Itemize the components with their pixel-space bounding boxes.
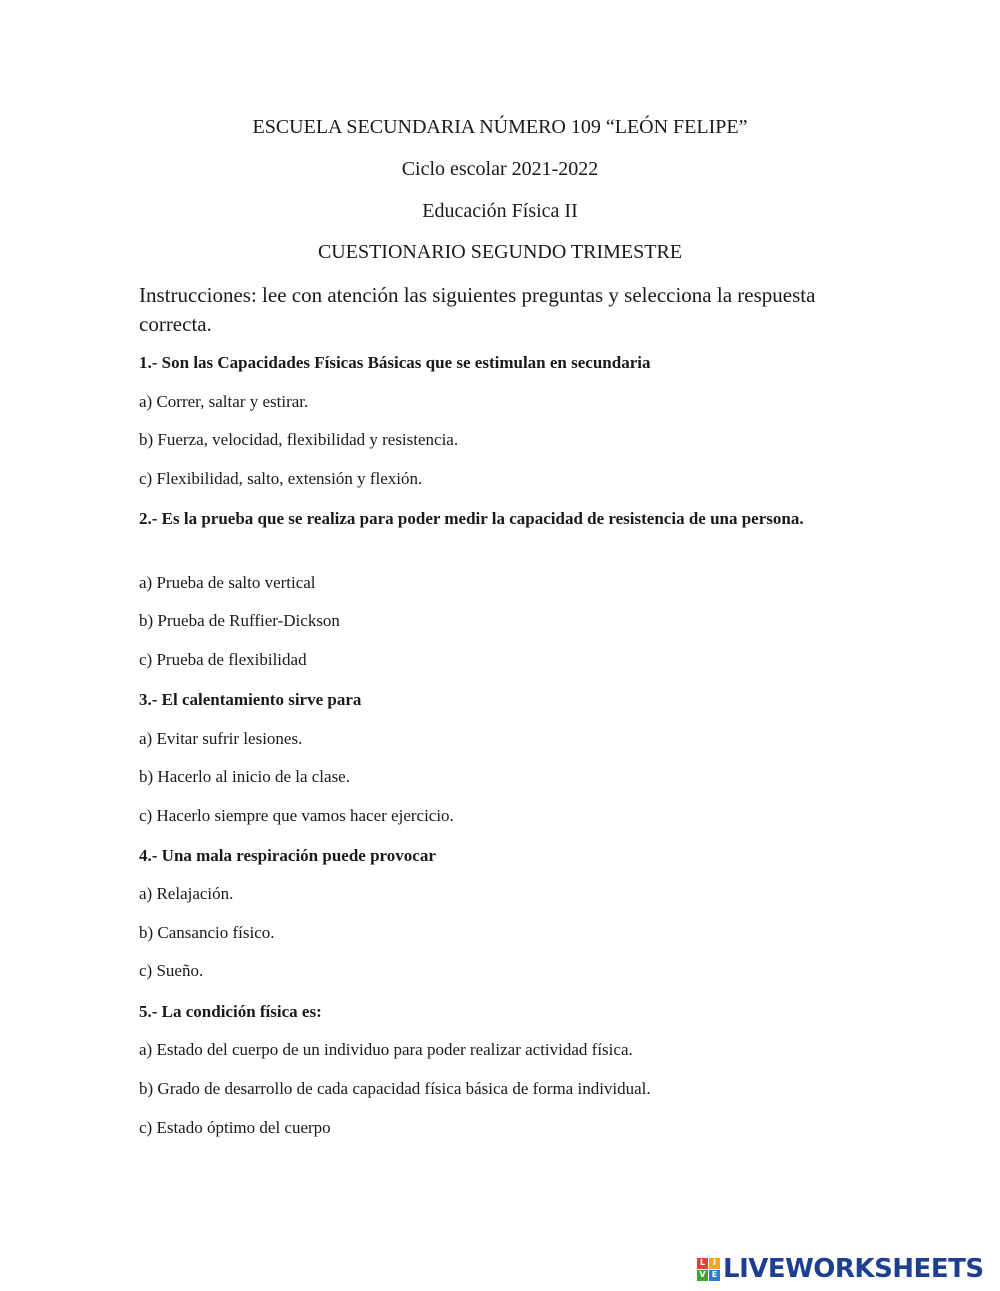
- question-2-option-c[interactable]: c) Prueba de flexibilidad: [139, 650, 307, 669]
- logo-block: V: [697, 1270, 708, 1281]
- school-title: ESCUELA SECUNDARIA NÚMERO 109 “LEÓN FELIPE”: [252, 116, 748, 138]
- question-1-option-b[interactable]: b) Fuerza, velocidad, flexibilidad y resistencia.: [139, 430, 459, 449]
- question-3-option-b[interactable]: b) Hacerlo al inicio de la clase.: [139, 767, 350, 786]
- question-5: 5.- La condición física es:: [139, 1002, 322, 1021]
- question-4-option-a[interactable]: a) Relajación.: [139, 884, 234, 903]
- question-3-option-a[interactable]: a) Evitar sufrir lesiones.: [139, 729, 303, 748]
- question-5-option-c[interactable]: c) Estado óptimo del cuerpo: [139, 1118, 331, 1137]
- logo-text: LIVEWORKSHEETS: [723, 1254, 984, 1284]
- question-4: 4.- Una mala respiración puede provocar: [139, 846, 436, 865]
- question-1-option-a[interactable]: a) Correr, saltar y estirar.: [139, 392, 309, 411]
- question-4-option-c[interactable]: c) Sueño.: [139, 961, 204, 980]
- liveworksheets-logo: [697, 1254, 984, 1284]
- question-5-option-b[interactable]: b) Grado de desarrollo de cada capacidad física básica de forma individual.: [139, 1079, 651, 1098]
- question-3: 3.- El calentamiento sirve para: [139, 690, 362, 709]
- school-year: Ciclo escolar 2021-2022: [401, 158, 599, 180]
- quiz-title: CUESTIONARIO SEGUNDO TRIMESTRE: [317, 241, 683, 263]
- instructions: Instrucciones: lee con atención las siguientes preguntas y selecciona la respuesta correcta.: [139, 283, 816, 336]
- question-2-option-b[interactable]: b) Prueba de Ruffier-Dickson: [139, 611, 340, 630]
- subject-name: Educación Física II: [422, 200, 578, 222]
- question-5-option-a[interactable]: a) Estado del cuerpo de un individuo para poder realizar actividad física.: [139, 1040, 633, 1059]
- question-2: 2.- Es la prueba que se realiza para poder medir la capacidad de resistencia de una persona.: [139, 509, 804, 528]
- question-4-option-b[interactable]: b) Cansancio físico.: [139, 923, 275, 942]
- logo-block: E: [709, 1270, 720, 1281]
- question-1: 1.- Son las Capacidades Físicas Básicas que se estimulan en secundaria: [139, 353, 651, 372]
- question-2-option-a[interactable]: a) Prueba de salto vertical: [139, 573, 316, 592]
- logo-blocks-icon: [697, 1258, 720, 1281]
- logo-block: I: [709, 1258, 720, 1269]
- logo-block: L: [697, 1258, 708, 1269]
- question-1-option-c[interactable]: c) Flexibilidad, salto, extensión y flexión.: [139, 469, 423, 488]
- question-3-option-c[interactable]: c) Hacerlo siempre que vamos hacer ejercicio.: [139, 806, 454, 825]
